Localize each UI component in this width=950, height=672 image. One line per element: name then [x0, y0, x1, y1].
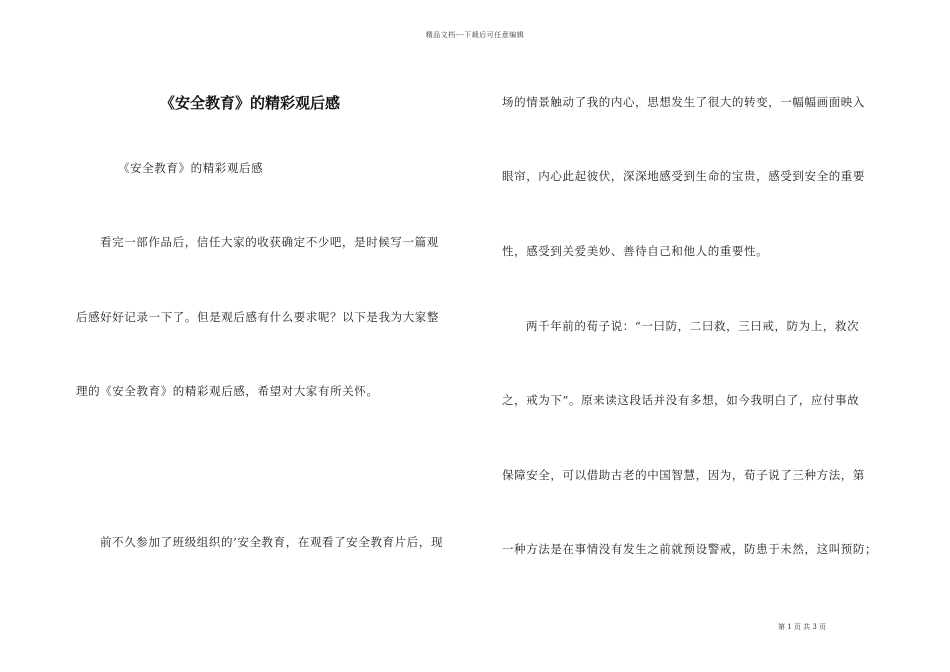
document-title: 《安全教育》的精彩观后感 [160, 94, 341, 112]
paragraph-line: 场的情景触动了我的内心，思想发生了很大的转变，一幅幅画面映入 [502, 95, 865, 109]
page-header: 精品文档---下载后可任意编辑 [425, 31, 525, 39]
page-number: 第 1 页 共 3 页 [778, 623, 827, 631]
paragraph-line: 理的《安全教育》的精彩观后感，希望对大家有所关怀。 [76, 384, 379, 398]
paragraph-line: 后感好好记录一下了。但是观后感有什么要求呢？以下是我为大家整 [76, 310, 439, 324]
paragraph-line: 前不久参加了班级组织的’安全教育，在观看了安全教育片后，现 [100, 535, 444, 549]
paragraph-line: 保障安全，可以借助古老的中国智慧，因为，荀子说了三种方法，第 [502, 468, 865, 482]
paragraph-line: 之，戒为下”。原来读这段话并没有多想，如今我明白了，应付事故 [502, 393, 860, 407]
paragraph-line: 《安全教育》的精彩观后感 [118, 161, 264, 175]
paragraph-line: 两千年前的荀子说：“一曰防，二曰救，三曰戒，防为上，救次 [526, 319, 860, 333]
paragraph-line: 眼帘，内心此起彼伏，深深地感受到生命的宝贵，感受到安全的重要 [502, 169, 865, 183]
paragraph-line: 一种方法是在事情没有发生之前就预设警戒，防患于未然，这叫预防； [502, 542, 878, 556]
paragraph-line: 看完一部作品后，信任大家的收获确定不少吧，是时候写一篇观 [100, 235, 439, 249]
paragraph-line: 性，感受到关爱美妙、善待自己和他人的重要性。 [502, 244, 769, 258]
